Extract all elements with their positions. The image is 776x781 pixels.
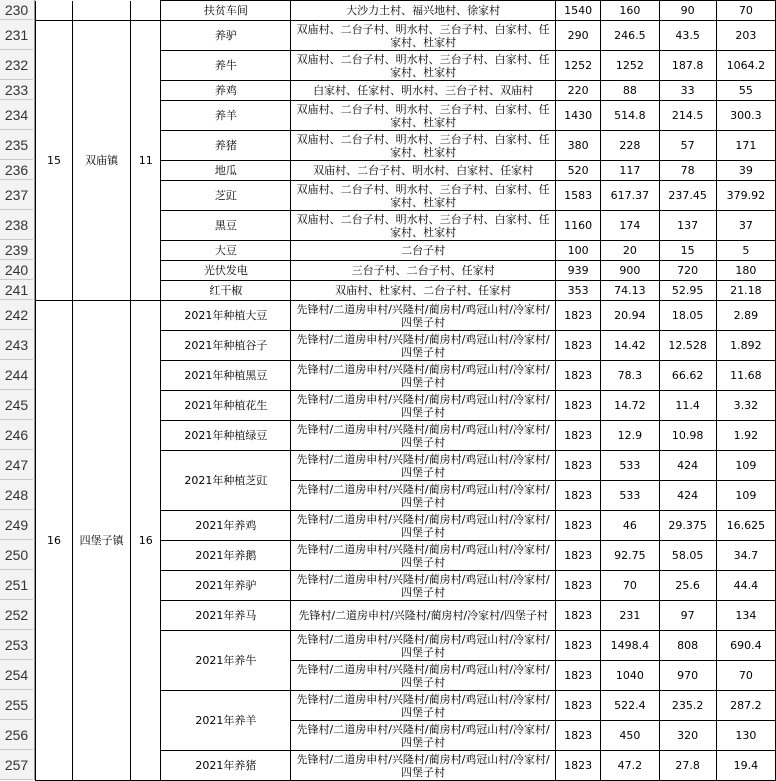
value-cell-4[interactable]: 203 — [716, 21, 775, 51]
row-header[interactable]: 247 — [0, 450, 33, 480]
value-cell-2[interactable]: 522.4 — [601, 691, 659, 721]
villages-cell[interactable]: 先锋村/二道房申村/兴隆村/蔺房村/鸡冠山村/冷家村/四堡子村 — [291, 571, 556, 601]
villages-cell[interactable]: 双庙村、杜家村、二台子村、任家村 — [291, 281, 556, 301]
villages-cell[interactable]: 先锋村/二道房申村/兴隆村/蔺房村/鸡冠山村/冷家村/四堡子村 — [291, 631, 556, 661]
project-cell[interactable]: 2021年养牛 — [161, 631, 291, 691]
villages-cell[interactable]: 双庙村、二台子村、明水村、三台子村、白家村、任家村、杜家村 — [291, 131, 556, 161]
value-cell-4[interactable]: 34.7 — [716, 541, 775, 571]
value-cell-4[interactable]: 5 — [716, 241, 775, 261]
value-cell-2[interactable]: 160 — [601, 1, 659, 21]
value-cell-2[interactable]: 20 — [601, 241, 659, 261]
value-cell-3[interactable]: 424 — [659, 481, 716, 511]
value-cell-4[interactable]: 180 — [716, 261, 775, 281]
value-cell-3[interactable]: 27.8 — [659, 751, 716, 781]
project-cell[interactable]: 光伏发电 — [161, 261, 291, 281]
project-cell[interactable]: 2021年种植大豆 — [161, 301, 291, 331]
value-cell-2[interactable]: 14.72 — [601, 391, 659, 421]
villages-cell[interactable]: 大沙力土村、福兴地村、徐家村 — [291, 1, 556, 21]
villages-cell[interactable]: 先锋村/二道房申村/兴隆村/蔺房村/鸡冠山村/冷家村/四堡子村 — [291, 511, 556, 541]
row-header[interactable]: 256 — [0, 720, 33, 750]
value-cell-2[interactable]: 246.5 — [601, 21, 659, 51]
villages-cell[interactable]: 先锋村/二道房申村/兴隆村/蔺房村/冷家村/四堡子村 — [291, 601, 556, 631]
value-cell-4[interactable]: 2.89 — [716, 301, 775, 331]
count-cell[interactable] — [131, 1, 161, 21]
count-cell[interactable]: 16 — [131, 301, 161, 781]
project-cell[interactable]: 2021年养猪 — [161, 751, 291, 781]
value-cell-1[interactable]: 1823 — [556, 421, 601, 451]
project-cell[interactable]: 地瓜 — [161, 161, 291, 181]
value-cell-1[interactable]: 1430 — [556, 101, 601, 131]
row-header[interactable]: 246 — [0, 420, 33, 450]
value-cell-3[interactable]: 237.45 — [659, 181, 716, 211]
row-header[interactable]: 254 — [0, 660, 33, 690]
value-cell-1[interactable]: 290 — [556, 21, 601, 51]
town-cell[interactable]: 双庙镇 — [73, 21, 131, 301]
value-cell-2[interactable]: 1040 — [601, 661, 659, 691]
row-header[interactable]: 239 — [0, 240, 33, 260]
value-cell-2[interactable]: 174 — [601, 211, 659, 241]
value-cell-4[interactable]: 379.92 — [716, 181, 775, 211]
value-cell-2[interactable]: 70 — [601, 571, 659, 601]
row-header[interactable]: 232 — [0, 50, 33, 80]
villages-cell[interactable]: 双庙村、二台子村、明水村、三台子村、白家村、任家村、杜家村 — [291, 51, 556, 81]
value-cell-1[interactable]: 1823 — [556, 571, 601, 601]
project-cell[interactable]: 黑豆 — [161, 211, 291, 241]
value-cell-4[interactable]: 21.18 — [716, 281, 775, 301]
villages-cell[interactable]: 三台子村、二台子村、任家村 — [291, 261, 556, 281]
project-cell[interactable]: 2021年种植花生 — [161, 391, 291, 421]
town-cell[interactable] — [73, 1, 131, 21]
row-header[interactable]: 248 — [0, 480, 33, 510]
value-cell-3[interactable]: 11.4 — [659, 391, 716, 421]
value-cell-3[interactable]: 52.95 — [659, 281, 716, 301]
villages-cell[interactable]: 先锋村/二道房申村/兴隆村/蔺房村/鸡冠山村/冷家村/四堡子村 — [291, 721, 556, 751]
row-header[interactable]: 250 — [0, 540, 33, 570]
table-row — [36, 1, 776, 21]
value-cell-4[interactable]: 134 — [716, 601, 775, 631]
value-cell-1[interactable]: 1583 — [556, 181, 601, 211]
value-cell-4[interactable]: 1.92 — [716, 421, 775, 451]
villages-cell[interactable]: 先锋村/二道房申村/兴隆村/蔺房村/鸡冠山村/冷家村/四堡子村 — [291, 421, 556, 451]
project-cell[interactable]: 扶贫车间 — [161, 1, 291, 21]
villages-cell[interactable]: 先锋村/二道房申村/兴隆村/蔺房村/鸡冠山村/冷家村/四堡子村 — [291, 691, 556, 721]
value-cell-2[interactable]: 1252 — [601, 51, 659, 81]
value-cell-1[interactable]: 1823 — [556, 541, 601, 571]
row-header[interactable]: 233 — [0, 80, 33, 100]
value-cell-4[interactable]: 690.4 — [716, 631, 775, 661]
project-cell[interactable]: 2021年养马 — [161, 601, 291, 631]
villages-cell[interactable]: 先锋村/二道房申村/兴隆村/蔺房村/鸡冠山村/冷家村/四堡子村 — [291, 301, 556, 331]
value-cell-3[interactable]: 90 — [659, 1, 716, 21]
value-cell-3[interactable]: 25.6 — [659, 571, 716, 601]
project-cell[interactable]: 红干椒 — [161, 281, 291, 301]
value-cell-1[interactable]: 1823 — [556, 631, 601, 661]
value-cell-4[interactable]: 37 — [716, 211, 775, 241]
value-cell-4[interactable]: 300.3 — [716, 101, 775, 131]
row-header[interactable]: 255 — [0, 690, 33, 720]
value-cell-2[interactable]: 78.3 — [601, 361, 659, 391]
project-cell[interactable]: 2021年种植谷子 — [161, 331, 291, 361]
row-header[interactable]: 251 — [0, 570, 33, 600]
row-header[interactable]: 237 — [0, 180, 33, 210]
row-header[interactable]: 234 — [0, 100, 33, 130]
value-cell-3[interactable]: 57 — [659, 131, 716, 161]
table-row — [36, 21, 776, 51]
row-header[interactable]: 245 — [0, 390, 33, 420]
value-cell-4[interactable]: 171 — [716, 131, 775, 161]
seq-cell[interactable]: 16 — [36, 301, 73, 781]
row-header[interactable]: 242 — [0, 300, 33, 330]
seq-cell[interactable] — [36, 1, 73, 21]
row-header[interactable]: 253 — [0, 630, 33, 660]
value-cell-4[interactable]: 16.625 — [716, 511, 775, 541]
value-cell-3[interactable]: 214.5 — [659, 101, 716, 131]
villages-cell[interactable]: 双庙村、二台子村、明水村、三台子村、白家村、任家村、杜家村 — [291, 101, 556, 131]
value-cell-1[interactable]: 1823 — [556, 691, 601, 721]
value-cell-2[interactable]: 617.37 — [601, 181, 659, 211]
villages-cell[interactable]: 白家村、任家村、明水村、三台子村、双庙村 — [291, 81, 556, 101]
value-cell-1[interactable]: 1823 — [556, 331, 601, 361]
value-cell-4[interactable]: 11.68 — [716, 361, 775, 391]
seq-cell[interactable]: 15 — [36, 21, 73, 301]
villages-cell[interactable]: 先锋村/二道房申村/兴隆村/蔺房村/鸡冠山村/冷家村/四堡子村 — [291, 481, 556, 511]
value-cell-2[interactable]: 228 — [601, 131, 659, 161]
row-header[interactable]: 238 — [0, 210, 33, 240]
value-cell-1[interactable]: 1823 — [556, 301, 601, 331]
value-cell-3[interactable]: 29.375 — [659, 511, 716, 541]
value-cell-3[interactable]: 10.98 — [659, 421, 716, 451]
villages-cell[interactable]: 先锋村/二道房申村/兴隆村/蔺房村/鸡冠山村/冷家村/四堡子村 — [291, 361, 556, 391]
row-header[interactable]: 241 — [0, 280, 33, 300]
value-cell-1[interactable]: 1823 — [556, 601, 601, 631]
project-cell[interactable]: 芝豇 — [161, 181, 291, 211]
count-cell[interactable]: 11 — [131, 21, 161, 301]
value-cell-1[interactable]: 220 — [556, 81, 601, 101]
villages-cell[interactable]: 先锋村/二道房申村/兴隆村/蔺房村/鸡冠山村/冷家村/四堡子村 — [291, 331, 556, 361]
value-cell-2[interactable]: 12.9 — [601, 421, 659, 451]
value-cell-4[interactable]: 109 — [716, 481, 775, 511]
villages-cell[interactable]: 先锋村/二道房申村/兴隆村/蔺房村/鸡冠山村/冷家村/四堡子村 — [291, 661, 556, 691]
row-header-column — [0, 0, 35, 780]
project-cell[interactable]: 2021年种植黑豆 — [161, 361, 291, 391]
row-header[interactable]: 244 — [0, 360, 33, 390]
table-row — [36, 301, 776, 331]
value-cell-2[interactable]: 46 — [601, 511, 659, 541]
value-cell-3[interactable]: 66.62 — [659, 361, 716, 391]
value-cell-1[interactable]: 1823 — [556, 391, 601, 421]
project-cell[interactable]: 养牛 — [161, 51, 291, 81]
row-header[interactable]: 231 — [0, 20, 33, 50]
villages-cell[interactable]: 先锋村/二道房申村/兴隆村/蔺房村/鸡冠山村/冷家村/四堡子村 — [291, 391, 556, 421]
value-cell-2[interactable]: 47.2 — [601, 751, 659, 781]
value-cell-1[interactable]: 1823 — [556, 451, 601, 481]
value-cell-4[interactable]: 19.4 — [716, 751, 775, 781]
row-header[interactable]: 243 — [0, 330, 33, 360]
data-table — [35, 0, 776, 781]
project-cell[interactable]: 2021年养鹅 — [161, 541, 291, 571]
villages-cell[interactable]: 先锋村/二道房申村/兴隆村/蔺房村/鸡冠山村/冷家村/四堡子村 — [291, 541, 556, 571]
value-cell-4[interactable]: 287.2 — [716, 691, 775, 721]
value-cell-3[interactable]: 137 — [659, 211, 716, 241]
value-cell-2[interactable]: 1498.4 — [601, 631, 659, 661]
value-cell-2[interactable]: 117 — [601, 161, 659, 181]
project-cell[interactable]: 大豆 — [161, 241, 291, 261]
value-cell-1[interactable]: 1823 — [556, 361, 601, 391]
value-cell-1[interactable]: 353 — [556, 281, 601, 301]
value-cell-4[interactable]: 109 — [716, 451, 775, 481]
value-cell-1[interactable]: 1540 — [556, 1, 601, 21]
value-cell-3[interactable]: 15 — [659, 241, 716, 261]
value-cell-2[interactable]: 900 — [601, 261, 659, 281]
project-cell[interactable]: 2021年养羊 — [161, 691, 291, 751]
value-cell-1[interactable]: 380 — [556, 131, 601, 161]
project-cell[interactable]: 2021年养鸡 — [161, 511, 291, 541]
value-cell-2[interactable]: 20.94 — [601, 301, 659, 331]
value-cell-3[interactable]: 320 — [659, 721, 716, 751]
villages-cell[interactable]: 双庙村、二台子村、明水村、三台子村、白家村、任家村、杜家村 — [291, 21, 556, 51]
row-header[interactable]: 235 — [0, 130, 33, 160]
project-cell[interactable]: 养鸡 — [161, 81, 291, 101]
value-cell-1[interactable]: 520 — [556, 161, 601, 181]
project-cell[interactable]: 养羊 — [161, 101, 291, 131]
value-cell-3[interactable]: 43.5 — [659, 21, 716, 51]
value-cell-3[interactable]: 424 — [659, 451, 716, 481]
value-cell-1[interactable]: 1160 — [556, 211, 601, 241]
villages-cell[interactable]: 双庙村、二台子村、明水村、三台子村、白家村、任家村、杜家村 — [291, 211, 556, 241]
value-cell-1[interactable]: 1823 — [556, 751, 601, 781]
row-header[interactable]: 236 — [0, 160, 33, 180]
value-cell-2[interactable]: 231 — [601, 601, 659, 631]
row-header[interactable]: 230 — [0, 0, 33, 20]
value-cell-1[interactable]: 1252 — [556, 51, 601, 81]
value-cell-3[interactable]: 78 — [659, 161, 716, 181]
value-cell-3[interactable]: 18.05 — [659, 301, 716, 331]
project-cell[interactable]: 2021年种植芝豇 — [161, 451, 291, 511]
value-cell-3[interactable]: 970 — [659, 661, 716, 691]
value-cell-2[interactable]: 514.8 — [601, 101, 659, 131]
value-cell-3[interactable]: 33 — [659, 81, 716, 101]
row-header[interactable]: 240 — [0, 260, 33, 280]
value-cell-3[interactable]: 720 — [659, 261, 716, 281]
value-cell-3[interactable]: 58.05 — [659, 541, 716, 571]
villages-cell[interactable]: 先锋村/二道房申村/兴隆村/蔺房村/鸡冠山村/冷家村/四堡子村 — [291, 451, 556, 481]
value-cell-3[interactable]: 235.2 — [659, 691, 716, 721]
value-cell-3[interactable]: 187.8 — [659, 51, 716, 81]
value-cell-2[interactable]: 533 — [601, 451, 659, 481]
value-cell-1[interactable]: 1823 — [556, 481, 601, 511]
villages-cell[interactable]: 先锋村/二道房申村/兴隆村/蔺房村/鸡冠山村/冷家村/四堡子村 — [291, 751, 556, 781]
row-header[interactable]: 257 — [0, 750, 33, 780]
value-cell-3[interactable]: 97 — [659, 601, 716, 631]
villages-cell[interactable]: 二台子村 — [291, 241, 556, 261]
value-cell-1[interactable]: 1823 — [556, 721, 601, 751]
project-cell[interactable]: 养驴 — [161, 21, 291, 51]
value-cell-4[interactable]: 70 — [716, 1, 775, 21]
value-cell-1[interactable]: 1823 — [556, 511, 601, 541]
project-cell[interactable]: 2021年种植绿豆 — [161, 421, 291, 451]
town-cell[interactable]: 四堡子镇 — [73, 301, 131, 781]
value-cell-4[interactable]: 70 — [716, 661, 775, 691]
row-header[interactable]: 249 — [0, 510, 33, 540]
value-cell-4[interactable]: 1.892 — [716, 331, 775, 361]
value-cell-2[interactable]: 88 — [601, 81, 659, 101]
value-cell-2[interactable]: 92.75 — [601, 541, 659, 571]
villages-cell[interactable]: 双庙村、二台子村、明水村、三台子村、白家村、任家村、杜家村 — [291, 181, 556, 211]
value-cell-2[interactable]: 74.13 — [601, 281, 659, 301]
value-cell-4[interactable]: 1064.2 — [716, 51, 775, 81]
value-cell-2[interactable]: 14.42 — [601, 331, 659, 361]
value-cell-4[interactable]: 55 — [716, 81, 775, 101]
value-cell-1[interactable]: 100 — [556, 241, 601, 261]
row-header[interactable]: 252 — [0, 600, 33, 630]
value-cell-3[interactable]: 808 — [659, 631, 716, 661]
value-cell-4[interactable]: 130 — [716, 721, 775, 751]
value-cell-1[interactable]: 1823 — [556, 661, 601, 691]
value-cell-2[interactable]: 533 — [601, 481, 659, 511]
project-cell[interactable]: 2021年养驴 — [161, 571, 291, 601]
value-cell-4[interactable]: 44.4 — [716, 571, 775, 601]
villages-cell[interactable]: 双庙村、二台子村、明水村、白家村、任家村 — [291, 161, 556, 181]
value-cell-2[interactable]: 450 — [601, 721, 659, 751]
project-cell[interactable]: 养猪 — [161, 131, 291, 161]
value-cell-4[interactable]: 3.32 — [716, 391, 775, 421]
value-cell-3[interactable]: 12.528 — [659, 331, 716, 361]
value-cell-4[interactable]: 39 — [716, 161, 775, 181]
value-cell-1[interactable]: 939 — [556, 261, 601, 281]
